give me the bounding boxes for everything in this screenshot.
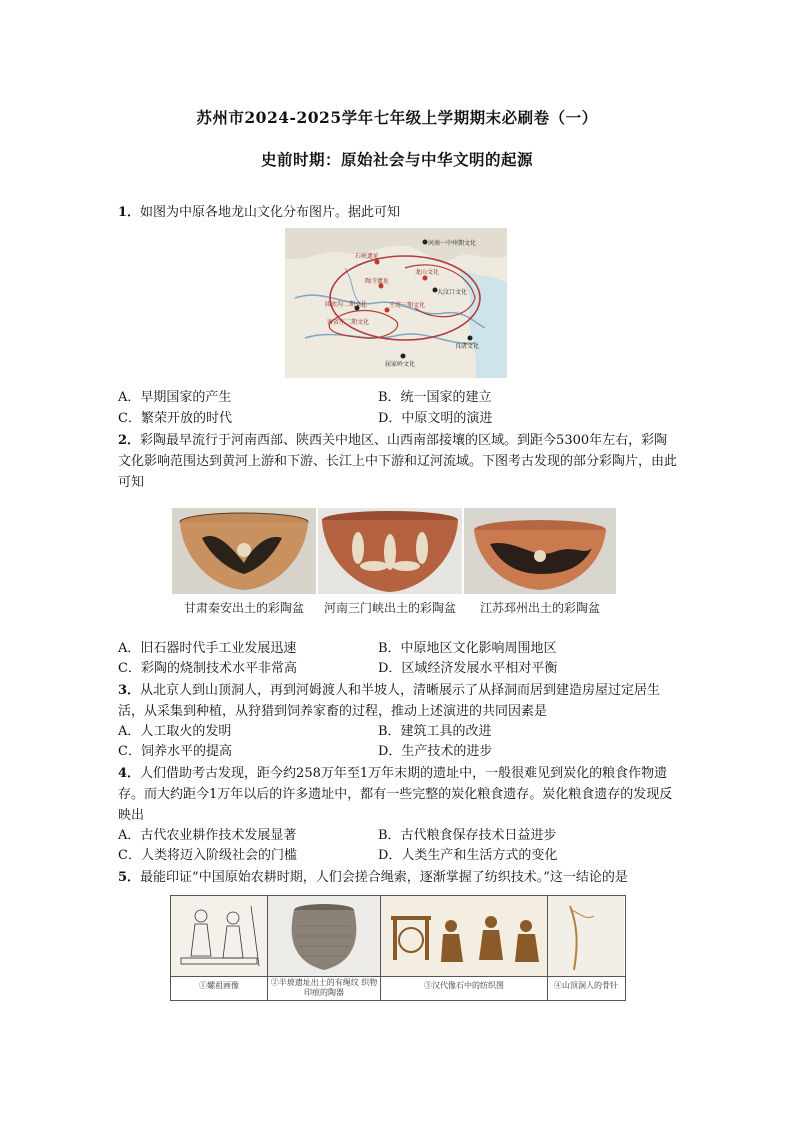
question-text: 最能印证“中国原始农耕时期，人们会搓合绳索，逐渐掌握了纺织技术。”这一结论的是 (140, 870, 628, 885)
map-label: 陶寺遗址 (365, 278, 390, 285)
q3-options-row-2 (118, 742, 678, 762)
question-5 (118, 867, 678, 888)
question-4 (118, 763, 678, 826)
evidence-caption-1: ①嫘祖画像 (199, 981, 239, 990)
option-c[interactable]: C．饲养水平的提高 (118, 744, 232, 759)
option-a[interactable]: A．早期国家的产生 (118, 390, 232, 405)
option-a[interactable]: A．旧石器时代手工业发展迅速 (118, 641, 297, 656)
question-number: 5． (118, 870, 141, 885)
evidence-caption-2: ②半坡遗址出土的有绳纹 织物印痕的陶器 (270, 978, 378, 997)
question-number: 2． (118, 433, 141, 448)
pottery-photo-henan (318, 508, 462, 594)
option-d[interactable]: D．中原文明的演进 (378, 411, 493, 426)
map-label: 良渚文化 (455, 343, 480, 350)
option-c[interactable]: C．繁荣开放的时代 (118, 411, 232, 426)
question-1 (118, 202, 678, 223)
q2-options-row-1 (118, 639, 678, 659)
caption-gansu: 甘肃秦安出土的彩陶盆 (183, 601, 304, 615)
caption-henan: 河南三门峡出土的彩陶盆 (323, 601, 456, 615)
q4-options-row-1 (118, 826, 678, 846)
han-weaving-relief-image (381, 896, 547, 976)
option-b[interactable]: B．建筑工具的改进 (378, 724, 492, 739)
map-label: 庙底沟二期文化 (325, 301, 368, 308)
q1-options-row-2 (118, 409, 678, 429)
bone-needle-image (548, 896, 624, 976)
leizu-portrait-image (171, 896, 267, 976)
evidence-caption-3: ③汉代像石中的纺织图 (424, 981, 504, 990)
question-text: 人们借助考古发现，距今约258万年至1万年末期的遗址中，一般很难见到炭化的粮食作物遗存。而大约距今1万年以后的许多遗址中，都有一些完整的炭化粮食遗存。炭化粮食遗存的发现反映出 (118, 766, 673, 823)
q4-options-row-2 (118, 846, 678, 866)
question-3 (118, 680, 678, 722)
q2-options-row-2 (118, 659, 678, 679)
question-number: 4． (118, 766, 141, 781)
map-label: 客省庄二期文化 (327, 319, 370, 326)
map-label: 石峡遗址 (355, 253, 380, 260)
map-label: 大汶口文化 (437, 289, 468, 296)
map-label: 王湾三期文化 (389, 302, 426, 309)
question-text: 彩陶最早流行于河南西部、陕西关中地区、山西南部接壤的区域。到距今5300年左右，彩陶文化影响范围达到黄河上游和下游、长江上中下游和辽河流域。下图考古发现的部分彩陶片，由此可知 (118, 433, 678, 490)
page-title: 苏州市2024-2025学年七年级上学期期末必刷卷（一） (196, 108, 598, 127)
option-b[interactable]: B．古代粮食保存技术日益进步 (378, 828, 557, 843)
question-number: 3． (118, 683, 141, 698)
q3-options-row-1 (118, 722, 678, 742)
map-label: 河南一中州期文化 (428, 240, 477, 247)
pottery-photo-gansu (172, 508, 316, 594)
question-text: 如图为中原各地龙山文化分布图片。据此可知 (140, 205, 401, 220)
caption-jiangsu: 江苏邳州出土的彩陶盆 (479, 601, 600, 615)
evidence-table (170, 895, 626, 1001)
map-label: 屈家岭文化 (385, 361, 416, 368)
question-text: 从北京人到山顶洞人，再到河姆渡人和半坡人，清晰展示了从择洞而居到建造房屋过定居生活，从采集到种植，从狩猎到饲养家畜的过程，推动上述演进的共同因素是 (118, 683, 661, 719)
option-b[interactable]: B．统一国家的建立 (378, 390, 492, 405)
q1-options-row-1 (118, 388, 678, 408)
question-2 (118, 430, 678, 493)
option-c[interactable]: C．彩陶的烧制技术水平非常高 (118, 661, 297, 676)
option-d[interactable]: D．区域经济发展水平相对平衡 (378, 661, 558, 676)
option-a[interactable]: A．古代农业耕作技术发展显著 (118, 828, 297, 843)
option-d[interactable]: D．人类生产和生活方式的变化 (378, 848, 558, 863)
option-d[interactable]: D．生产技术的进步 (378, 744, 493, 759)
pottery-photo-jiangsu (464, 508, 616, 594)
question-number: 1． (118, 205, 141, 220)
banpo-pottery-image (268, 896, 380, 976)
evidence-caption-4: ④山顶洞人的骨针 (554, 981, 618, 990)
option-a[interactable]: A．人工取火的发明 (118, 724, 232, 739)
map-label: 龙山文化 (415, 269, 440, 276)
option-b[interactable]: B．中原地区文化影响周围地区 (378, 641, 557, 656)
option-c[interactable]: C．人类将迈入阶级社会的门槛 (118, 848, 297, 863)
page-subtitle: 史前时期：原始社会与中华文明的起源 (260, 150, 533, 169)
longshan-culture-map (285, 228, 507, 378)
